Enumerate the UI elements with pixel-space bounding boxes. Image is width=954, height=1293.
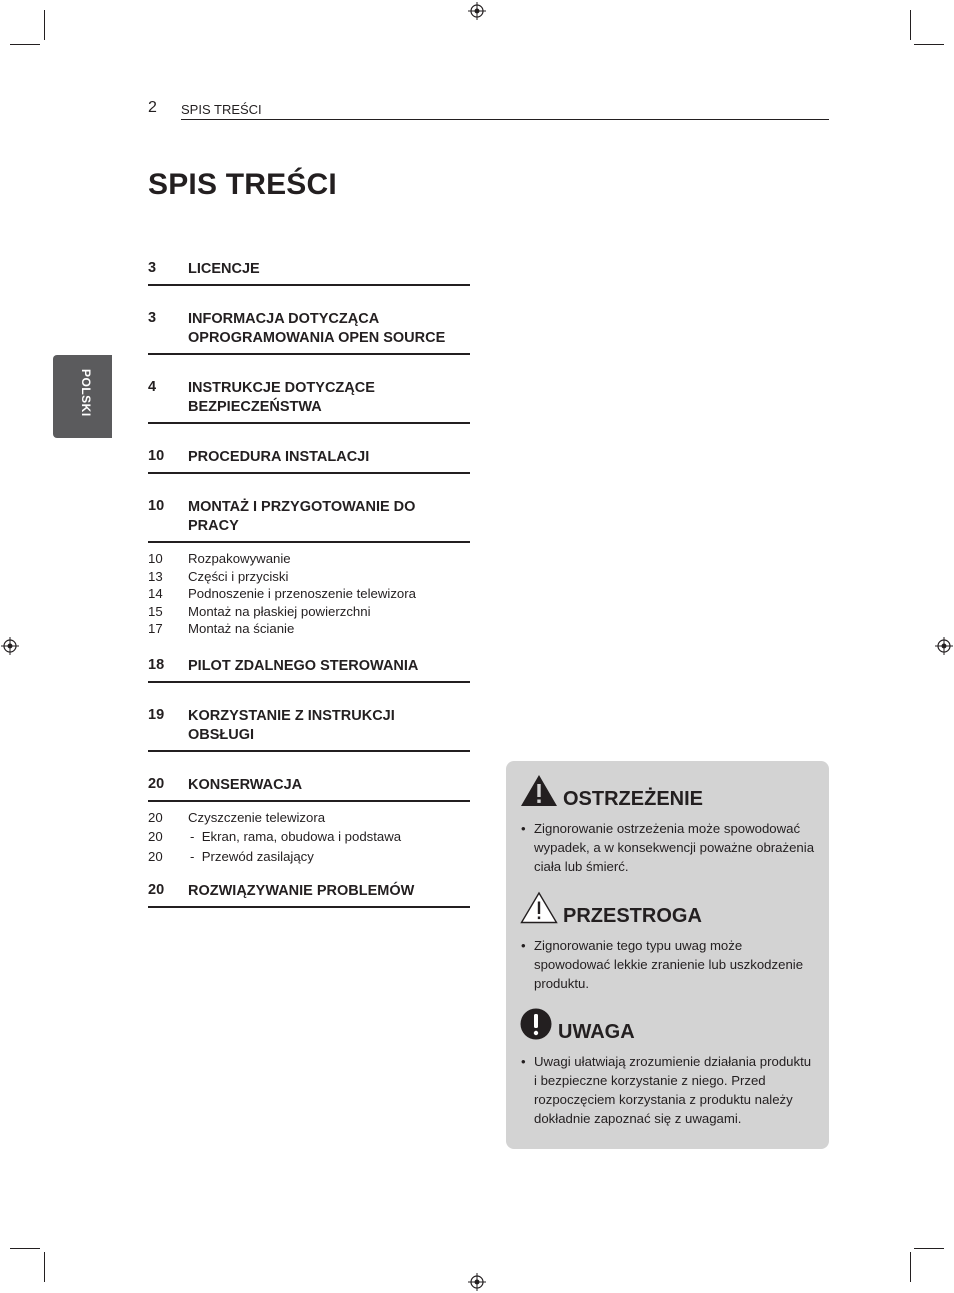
header-rule xyxy=(181,119,829,120)
toc-section[interactable] xyxy=(148,776,470,802)
crop-mark xyxy=(910,10,911,40)
toc-section[interactable] xyxy=(148,657,470,683)
toc-subitem-label: - Przewód zasilający xyxy=(190,848,314,864)
warning-triangle-filled-icon xyxy=(520,774,558,807)
toc-section[interactable] xyxy=(148,310,470,355)
crop-mark xyxy=(10,44,40,45)
caution-text-content: Zignorowanie tego typu uwag może spowodować lekkie zranienie lub uszkodzenie produktu. xyxy=(534,938,804,991)
registration-mark-icon xyxy=(468,2,486,20)
toc-section[interactable] xyxy=(148,260,470,286)
notice-box xyxy=(506,761,829,1149)
toc-page-number: 10 xyxy=(148,448,165,464)
toc-section-label: MONTAŻ I PRZYGOTOWANIE DO PRACY xyxy=(188,499,416,534)
toc-subitem[interactable] xyxy=(148,585,470,603)
toc-section-label: PROCEDURA INSTALACJI xyxy=(188,449,370,465)
toc-page-number: 15 xyxy=(148,603,163,619)
toc-subitem[interactable] xyxy=(148,568,470,586)
note-title: UWAGA xyxy=(558,1021,635,1043)
toc-section-label: PILOT ZDALNEGO STEROWANIA xyxy=(188,657,419,674)
registration-mark-icon xyxy=(935,637,953,655)
toc-page-number: 3 xyxy=(148,260,157,276)
table-of-contents xyxy=(148,260,470,908)
toc-section-label: INSTRUKCJE DOTYCZĄCE BEZPIECZEŃSTWA xyxy=(188,380,375,415)
registration-mark-icon xyxy=(468,1273,486,1291)
toc-section[interactable] xyxy=(148,707,470,752)
toc-subitem-label: Czyszczenie telewizora xyxy=(188,809,326,825)
crop-mark xyxy=(44,10,45,40)
toc-subitem[interactable] xyxy=(148,550,470,568)
toc-page-number: 17 xyxy=(148,621,163,636)
toc-subitem[interactable] xyxy=(148,620,470,638)
note-text xyxy=(521,1052,816,1128)
toc-section[interactable] xyxy=(148,498,470,543)
toc-section-label: ROZWIĄZYWANIE PROBLEMÓW xyxy=(188,883,415,899)
bullet: • xyxy=(521,1054,526,1069)
toc-section-label: LICENCJE xyxy=(188,261,260,277)
toc-page-number: 20 xyxy=(148,882,165,898)
toc-page-number: 14 xyxy=(148,586,163,601)
registration-mark-icon xyxy=(1,637,19,655)
bullet: • xyxy=(521,938,526,953)
toc-page-number: 4 xyxy=(148,379,157,395)
toc-subitem-label: Podnoszenie i przenoszenie telewizora xyxy=(188,586,416,601)
toc-subitem[interactable] xyxy=(148,808,470,828)
toc-section-label: KORZYSTANIE Z INSTRUKCJI OBSŁUGI xyxy=(188,707,395,743)
toc-section[interactable] xyxy=(148,882,470,908)
toc-subitem[interactable] xyxy=(148,827,470,847)
toc-page-number: 10 xyxy=(148,498,165,514)
toc-section-label: INFORMACJA DOTYCZĄCA OPROGRAMOWANIA OPEN SOURCE xyxy=(188,311,446,346)
warning-text xyxy=(521,819,816,876)
caution-text xyxy=(521,936,816,993)
toc-subitem-label: Rozpakowywanie xyxy=(188,551,291,566)
page-title: SPIS TREŚCI xyxy=(148,168,337,201)
toc-page-number: 20 xyxy=(148,809,163,825)
toc-page-number: 18 xyxy=(148,656,165,673)
toc-subitem-label: Części i przyciski xyxy=(188,568,289,584)
toc-section[interactable] xyxy=(148,448,470,474)
toc-page-number: 20 xyxy=(148,775,165,792)
note-text-content: Uwagi ułatwiają zrozumienie działania produktu i bezpieczne korzystanie z niego. Przed rozpoczęciem korzystania z produktu należy dokładnie zapoznać się z uwagami. xyxy=(534,1054,812,1126)
toc-section-label: KONSERWACJA xyxy=(188,776,303,793)
toc-page-number: 20 xyxy=(148,829,163,844)
toc-section[interactable] xyxy=(148,379,470,424)
warning-title: OSTRZEŻENIE xyxy=(563,788,704,810)
toc-page-number: 10 xyxy=(148,551,163,566)
toc-page-number: 13 xyxy=(148,568,163,584)
crop-mark xyxy=(44,1252,45,1282)
crop-mark xyxy=(914,44,944,45)
toc-page-number: 19 xyxy=(148,706,165,723)
toc-page-number: 20 xyxy=(148,848,163,864)
toc-subitem[interactable] xyxy=(148,847,470,867)
toc-page-number: 3 xyxy=(148,310,157,326)
crop-mark xyxy=(910,1252,911,1282)
caution-title: PRZESTROGA xyxy=(563,905,702,927)
toc-subitem-label: Montaż na płaskiej powierzchni xyxy=(188,603,371,619)
bullet: • xyxy=(521,821,526,836)
toc-subitem-label: Montaż na ścianie xyxy=(188,621,295,636)
crop-mark xyxy=(914,1248,944,1249)
toc-subitem[interactable] xyxy=(148,603,470,621)
exclamation-circle-icon xyxy=(520,1008,552,1040)
crop-mark xyxy=(10,1248,40,1249)
language-tab-label: POLSKI xyxy=(79,369,93,417)
toc-subitem-label: - Ekran, rama, obudowa i podstawa xyxy=(190,829,402,844)
language-tab xyxy=(53,355,112,438)
running-header-title: SPIS TREŚCI xyxy=(181,102,262,117)
page-number: 2 xyxy=(148,99,157,116)
caution-triangle-outline-icon xyxy=(520,891,558,924)
warning-text-content: Zignorowanie ostrzeżenia może spowodować wypadek, a w konsekwencji poważne obrażenia ciała lub śmierć. xyxy=(534,821,815,874)
